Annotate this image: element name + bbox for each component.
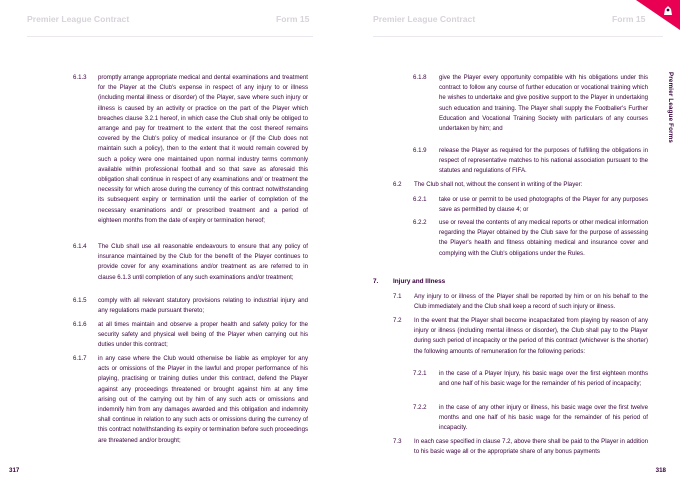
clause-text: The Club shall not, without the consent in writing of the Player:: [414, 181, 583, 188]
running-header-title: Premier League Contract: [373, 14, 476, 24]
clause-number: 7.1: [393, 293, 402, 300]
clause-number: 6.1.7: [73, 355, 87, 362]
clause-number: 6.1.9: [413, 147, 427, 154]
clause-number: 7.2: [393, 317, 402, 324]
clause-number: 6.1.4: [73, 243, 87, 250]
clause-text: in any case where the Club would otherwise be liable as employer for any acts or omissions of the Player in the lawful and proper performance of his playing, practising or training duties under this contract, defend the Player against any proceedings threatened or brought against him at any time arising out of the carrying out by him of any such acts or omissions and indemnify him from any damages awarded and this obligation and indemnity shall continue in relation to any such acts or omissions during the currency of this contract notwithstanding its expiry or termination before such proceedings are threatened and/or brought;: [98, 355, 309, 444]
clause-text: use or reveal the contents of any medical reports or other medical information regarding the Player obtained by the Club save for the purpose of assessing the Player's health and fitness obtaining medical and insurance cover and complying with the Club's obligations under the Rules.: [439, 219, 648, 257]
clause-number: 6.1.8: [413, 74, 427, 81]
lion-crest-icon: [662, 5, 674, 17]
clause-number: 6.2.1: [413, 196, 427, 203]
clause-text: promptly arrange appropriate medical and dental examinations and treatment for the Player at the Club's expense in respect of any injury to or illness (including mental illness or disorder) of the Player, save where such injury or illness is caused by an activity or practice on the part of the Player which breaches clause 3.2.1 hereof, in which case the Club shall only be obliged to arrange and pay for treatment to the extent that the cost thereof remains covered by the Club's policy of medical insurance or (if the Club does not maintain such a policy), then to the extent that it would remain covered by such a policy were one maintained upon normal industry terms commonly available within professional football and so that save as aforesaid this obligation shall continue in respect of any examinations and/ or treatment the necessity for which arose during the currency of this contract notwithstanding its subsequent expiry or termination until the earlier of completion of the necessary examinations and/ or prescribed treatment and a period of eighteen months from the date of expiry or termination hereof;: [98, 74, 308, 224]
running-header-form: Form 15: [612, 14, 646, 24]
clause-text: in the case of a Player Injury, his basic wage over the first eighteen months and one half of his basic wage for the remainder of his period of incapacity;: [439, 370, 648, 388]
clause-number: 7.3: [393, 438, 402, 445]
clause-text: The Club shall use all reasonable endeavours to ensure that any policy of insurance maintained by the Club for the benefit of the Player continues to provide cover for any examinations and/or treatment as are referred to in clause 6.1.3 until completion of any such examinations and/or treatment;: [98, 243, 308, 281]
clause-number: 6.2: [393, 181, 402, 188]
clause-number: 6.1.5: [73, 297, 87, 304]
page-number: 318: [655, 467, 666, 474]
clause-text: comply with all relevant statutory provisions relating to industrial injury and any regulations made pursuant thereto;: [98, 297, 308, 315]
running-header-title: Premier League Contract: [27, 14, 130, 24]
clause-text: at all times maintain and observe a proper health and safety policy for the security safety and physical well being of the Player when carrying out his duties under this contract;: [98, 321, 308, 349]
clause-text: Any injury to or illness of the Player shall be reported by him or on his behalf to the Club immediately and the Club shall keep a record of such injury or illness.: [414, 293, 648, 311]
section-heading: Injury and Illness: [393, 278, 446, 285]
clause-number: 7.2.2: [413, 404, 427, 411]
clause-number: 6.1.6: [73, 321, 87, 328]
right-page: [340, 0, 680, 483]
clause-text: release the Player as required for the purposes of fulfilling the obligations in respect of representative matches to his national association pursuant to the statutes and regulations of FIFA.: [439, 147, 648, 175]
page-number: 317: [9, 467, 20, 474]
header-divider: [373, 36, 663, 37]
side-section-label: Premier League Forms: [667, 72, 674, 144]
clause-number: 6.2.2: [413, 219, 427, 226]
clause-text: In each case specified in clause 7.2, above there shall be paid to the Player in addition to his basic wage all or the appropriate share of any bonus payments: [414, 438, 648, 456]
clause-number: 6.1.3: [73, 74, 87, 81]
clause-text: in the case of any other injury or illness, his basic wage over the first twelve months and one half of his basic wage for the remainder of his period of incapacity.: [439, 404, 648, 432]
clause-text: take or use or permit to be used photographs of the Player for any purposes save as permitted by clause 4; or: [439, 196, 648, 214]
clause-text: In the event that the Player shall become incapacitated from playing by reason of any injury or illness (including mental illness or disorder), the Club shall pay to the Player during such period of incapacity or the period of this contract (whichever is the shorter) the following amounts of remuneration for the following periods:: [414, 317, 648, 355]
running-header-form: Form 15: [276, 14, 310, 24]
clause-text: give the Player every opportunity compatible with his obligations under this contract to follow any course of further education or vocational training which he wishes to undertake and give positive support to the Player in undertaking such education and training. The Player shall supply the Footballer's Further Education and Vocational Training Society with particulars of any courses undertaken by him; and: [439, 74, 648, 133]
header-divider: [27, 36, 313, 37]
section-number: 7.: [373, 278, 379, 285]
clause-number: 7.2.1: [413, 370, 427, 377]
